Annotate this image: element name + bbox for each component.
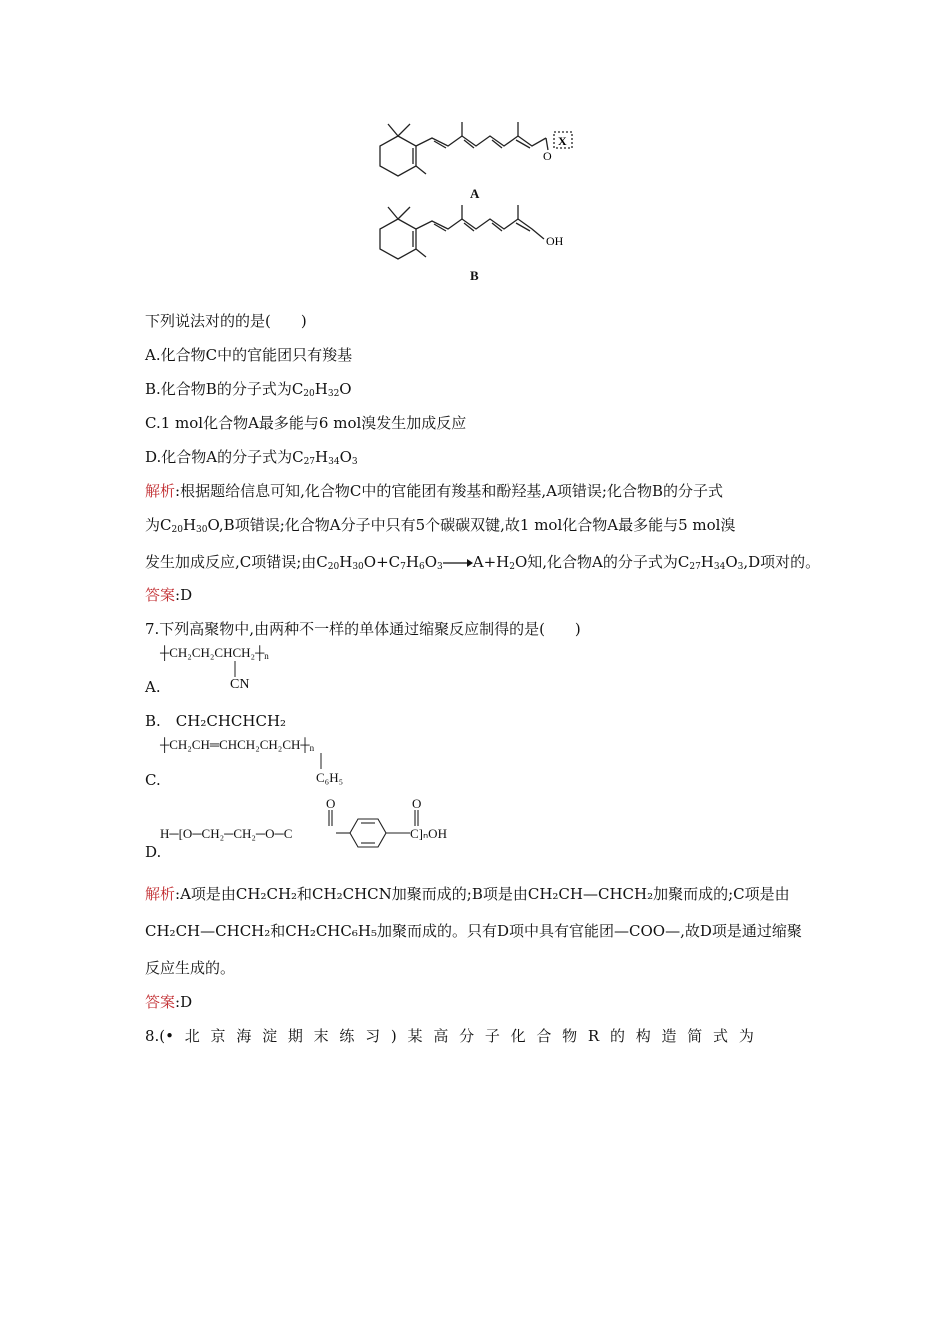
o-atom-a: O (543, 149, 552, 163)
q7-option-a-substituent: CN (230, 677, 250, 692)
molecule-b-structure (370, 205, 580, 270)
q7-option-a-label: A. (145, 678, 161, 696)
q7-d-carbonyl-o-right: O (412, 796, 422, 811)
q7-option-a-polymer: $┼CH_2CH_2CHCH_2┼_n$ (160, 645, 269, 661)
q7-stem: 7.下列高聚物中,由两种不一样的单体通过缩聚反应制得的是( ) (145, 620, 581, 638)
q8-stem: 8.(• 北 京 海 淀 期 末 练 习 ) 某 高 分 子 化 合 物 R 的 构 造 简 式 为 (145, 1027, 754, 1045)
q6-option-b: B.化合物B的分子式为$C_{20}H_{32}O$ (145, 380, 352, 399)
x-group: X (558, 134, 567, 148)
q7-answer: 答案:D (145, 993, 193, 1011)
q7-option-c-substituent: C₆H₅ (316, 770, 344, 785)
analysis-label: 解析 (145, 482, 176, 500)
bracket-left-icon: ┼ (160, 737, 170, 752)
q6-option-a: A.化合物C中的官能团只有羧基 (145, 346, 353, 364)
analysis-label: 解析 (145, 885, 176, 903)
molecule-a-structure (370, 118, 580, 188)
q7-option-b: B. CH₂CHCHCH₂ (145, 712, 287, 730)
q7-a-bond (234, 661, 238, 677)
q6-analysis-line2: 为$C_{20}H_{30}O,B$项错误;化合物A分子中只有5个碳碳双键,故1 mol化合物A最多能与5 mol溴 (145, 516, 736, 535)
answer-label: 答案 (145, 993, 176, 1011)
q7-option-d-polymer-right: C]ₙOH (410, 826, 447, 841)
molecule-b-label: B (470, 268, 479, 283)
bracket-right-icon: ┼ (255, 645, 265, 660)
q7-option-c-polymer: $┼CH_2CH═CHCH_2CH_2CH┼_n$ (160, 737, 315, 753)
q6-analysis-line3: 发生加成反应,C项错误;由$C_{20}H_{30}O+C_7H_6O_3$ $A+H_2O$知,化合物A的分子式为$C_{27}H_{34}O_3,D$项对的。 (145, 553, 821, 572)
bracket-left-icon: ┼ (160, 645, 170, 660)
q7-option-d-polymer-left: H─[O─CH₂─CH₂─O─C (160, 826, 293, 841)
q7-option-c-label: C. (145, 771, 161, 789)
q7-option-d-label: D. (145, 843, 162, 861)
q6-answer: 答案:D (145, 586, 193, 604)
q6-analysis-line1: 解析:根据题给信息可知,化合物C中的官能团有羧基和酚羟基,A项错误;化合物B的分子式 (145, 482, 723, 500)
q7-d-carbonyl-o-left: O (326, 796, 336, 811)
q6-option-c: C.1 mol化合物A最多能与6 mol溴发生加成反应 (145, 414, 467, 432)
reaction-arrow-icon (443, 558, 473, 568)
q7-c-bond (320, 753, 324, 769)
bracket-right-icon: ┼ (300, 737, 310, 752)
molecule-a-label: A (470, 186, 480, 201)
q7-analysis-line2: CH₂CH—CHCH₂和CH₂CHC₆H₅加聚而成的。只有D项中具有官能团—COO—,故D项是通过缩聚 (145, 922, 802, 940)
q7-analysis-line1: 解析:A项是由CH₂CH₂和CH₂CHCN加聚而成的;B项是由CH₂CH—CHCH₂加聚而成的;C项是由 (145, 885, 790, 903)
q6-stem: 下列说法对的的是( ) (145, 312, 307, 330)
q6-option-d: D.化合物A的分子式为$C_{27}H_{34}O_3$ (145, 448, 358, 467)
oh-group: OH (546, 234, 564, 248)
q7-analysis-line3: 反应生成的。 (145, 959, 236, 977)
answer-label: 答案 (145, 586, 176, 604)
